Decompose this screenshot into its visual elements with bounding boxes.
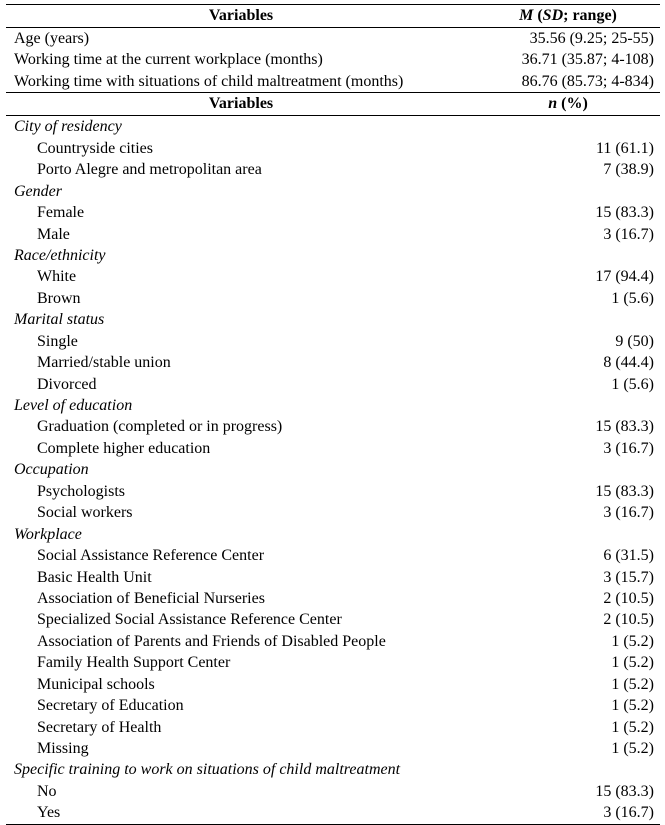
group-title-row <box>6 524 660 545</box>
group-item-row <box>6 266 660 287</box>
group-item-row <box>6 609 660 630</box>
group-item-row <box>6 567 660 588</box>
item-label: No <box>37 782 57 800</box>
item-label: Male <box>37 225 70 243</box>
group-title: Race/ethnicity <box>14 246 106 264</box>
group-item-row <box>6 224 660 245</box>
item-label: Psychologists <box>37 482 126 500</box>
continuous-header-row <box>6 5 660 27</box>
item-label: Social Assistance Reference Center <box>37 547 265 565</box>
group-item-row <box>6 202 660 223</box>
item-label: Single <box>37 332 78 350</box>
item-label: Complete higher education <box>37 439 211 457</box>
group-title: Workplace <box>14 525 82 543</box>
group-title-row <box>6 245 660 266</box>
item-value: 15 (83.3) <box>595 418 654 436</box>
group-item-row <box>6 438 660 459</box>
item-label: Graduation (completed or in progress) <box>37 418 283 436</box>
group-item-row <box>6 331 660 352</box>
group-title-row <box>6 395 660 416</box>
continuous-header-variable: Variables <box>208 7 274 24</box>
item-value: 7 (38.9) <box>603 161 654 179</box>
item-label: Porto Alegre and metropolitan area <box>37 161 262 179</box>
item-label: Yes <box>37 804 61 822</box>
item-value: 2 (10.5) <box>603 589 654 607</box>
item-value: 3 (16.7) <box>603 439 654 457</box>
group-item-row <box>6 481 660 502</box>
item-value: 2 (10.5) <box>603 611 654 629</box>
group-title-row <box>6 459 660 480</box>
row-value: 86.76 (85.73; 4-834) <box>521 72 654 90</box>
group-item-row <box>6 588 660 609</box>
item-label: Countryside cities <box>37 139 153 157</box>
group-item-row <box>6 374 660 395</box>
group-item-row <box>6 416 660 437</box>
group-item-row <box>6 781 660 802</box>
item-label: Association of Parents and Friends of Disabled People <box>37 632 386 650</box>
item-label: White <box>37 268 77 286</box>
data-table <box>6 4 660 825</box>
group-title-row <box>6 759 660 780</box>
group-item-row <box>6 352 660 373</box>
item-label: Social workers <box>37 504 133 522</box>
item-value: 1 (5.6) <box>611 289 654 307</box>
item-label: Divorced <box>37 375 97 393</box>
item-value: 3 (15.7) <box>603 568 654 586</box>
group-item-row <box>6 159 660 180</box>
item-value: 1 (5.2) <box>611 697 654 715</box>
continuous-row <box>6 71 660 92</box>
row-label: Working time at the current workplace (months) <box>14 51 323 69</box>
group-item-row <box>6 674 660 695</box>
group-item-row <box>6 695 660 716</box>
group-title: Level of education <box>14 397 133 414</box>
group-item-row <box>6 502 660 523</box>
item-value: 3 (16.7) <box>603 504 654 522</box>
continuous-row <box>6 28 660 49</box>
item-value: 17 (94.4) <box>595 268 654 286</box>
group-item-row <box>6 652 660 673</box>
group-item-row <box>6 545 660 566</box>
group-title: Gender <box>14 182 62 200</box>
item-value: 1 (5.2) <box>611 740 654 757</box>
group-item-row <box>6 138 660 159</box>
item-value: 1 (5.2) <box>611 718 654 736</box>
item-value: 1 (5.2) <box>611 675 654 693</box>
group-item-row <box>6 288 660 309</box>
item-value: 11 (61.1) <box>595 139 654 157</box>
item-label: Association of Beneficial Nurseries <box>37 589 265 607</box>
item-value: 1 (5.2) <box>611 654 654 672</box>
item-label: Married/stable union <box>37 354 171 372</box>
group-title: City of residency <box>14 118 122 136</box>
categorical-body <box>6 116 660 823</box>
continuous-header-stat: M (SD; range) <box>519 7 617 24</box>
item-value: 8 (44.4) <box>603 354 654 372</box>
group-title-row <box>6 309 660 330</box>
group-item-row <box>6 738 660 759</box>
group-title-row <box>6 181 660 202</box>
group-title: Occupation <box>14 461 89 479</box>
group-item-row <box>6 717 660 738</box>
item-label: Municipal schools <box>37 675 155 693</box>
item-label: Family Health Support Center <box>37 654 231 672</box>
row-value: 36.71 (35.87; 4-108) <box>521 51 654 69</box>
item-label: Female <box>37 204 85 222</box>
item-value: 15 (83.3) <box>595 782 654 800</box>
categorical-header-row <box>6 93 660 115</box>
item-value: 15 (83.3) <box>595 482 654 500</box>
group-item-row <box>6 631 660 652</box>
item-label: Secretary of Health <box>37 718 162 736</box>
row-value: 35.56 (9.25; 25-55) <box>529 30 654 47</box>
item-label: Specialized Social Assistance Reference Center <box>37 611 342 629</box>
group-title: Specific training to work on situations of child maltreatment <box>14 761 401 779</box>
item-label: Missing <box>37 740 89 757</box>
row-label: Age (years) <box>14 30 90 47</box>
continuous-body <box>6 28 660 92</box>
item-value: 1 (5.6) <box>611 375 654 393</box>
row-label: Working time with situations of child maltreatment (months) <box>14 72 404 90</box>
continuous-row <box>6 49 660 70</box>
item-value: 1 (5.2) <box>611 632 654 650</box>
item-value: 6 (31.5) <box>603 547 654 565</box>
group-title-row <box>6 116 660 137</box>
item-value: 3 (16.7) <box>603 804 654 822</box>
item-label: Secretary of Education <box>37 697 184 715</box>
item-label: Basic Health Unit <box>37 568 152 586</box>
item-value: 3 (16.7) <box>603 225 654 243</box>
item-label: Brown <box>37 289 81 307</box>
group-item-row <box>6 802 660 823</box>
item-value: 15 (83.3) <box>595 204 654 222</box>
categorical-header-variable: Variables <box>208 95 274 113</box>
categorical-header-stat: n (%) <box>548 95 588 113</box>
group-title: Marital status <box>14 311 105 329</box>
item-value: 9 (50) <box>615 332 654 350</box>
